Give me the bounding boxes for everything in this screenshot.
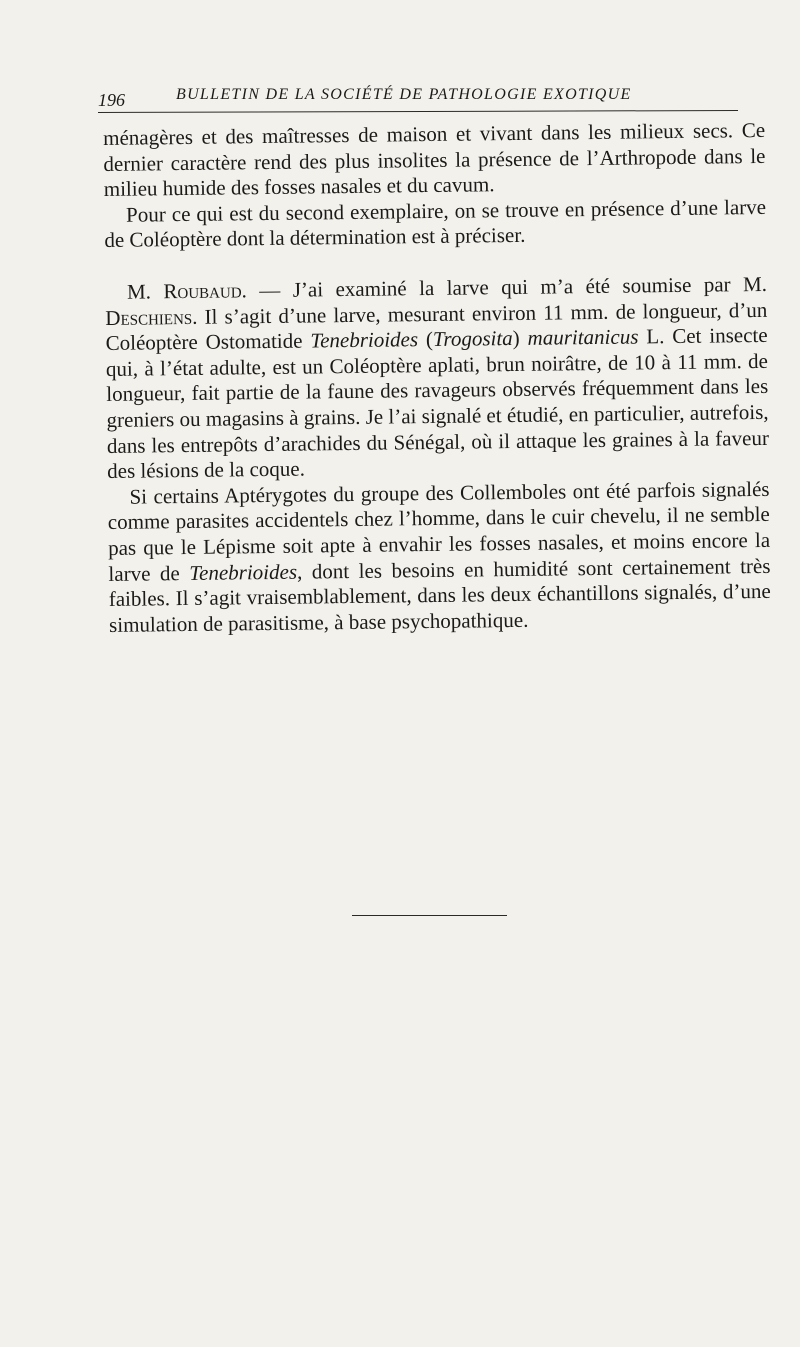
page-number: 196	[98, 90, 125, 110]
paragraph-conclusion	[107, 477, 771, 639]
taxon-name: Tenebrioides	[189, 559, 298, 585]
running-head: BULLETIN DE LA SOCIÉTÉ DE PATHOLOGIE EXOTIQUE	[176, 86, 632, 103]
text-run: L. Cet insecte qui, à l’état adulte, est un Coléoptère aplati, brun noirâtre, de 10 à 11 mm. de longueur, fait partie de la faune des ravageurs observés fréquemment dans les greniers ou magasins à grains. Je l’ai signalé et étudié, en particulier, autrefois, dans les entrepôts d’arachides du Sénégal, où il attaque les graines à la faveur des lésions de la coque.	[105, 323, 770, 484]
paragraph-roubaud	[105, 272, 769, 485]
page-header	[98, 82, 738, 110]
taxon-name: Tenebrioides	[310, 327, 419, 353]
section-end-rule	[352, 915, 507, 916]
text-run: Il s’agit d’une larve, mesurant environ 11 mm. de longueur, d’un Coléoptère Ostomatide	[105, 297, 768, 356]
paragraph-2: Pour ce qui est du second exemplaire, on se trouve en présence d’une larve de Coléoptère dont la détermination est à préciser.	[104, 194, 767, 253]
text-run: )	[512, 325, 528, 351]
text-run: (	[417, 327, 434, 352]
speaker-name: M. Roubaud.	[126, 278, 247, 304]
taxon-name: Trogosita	[432, 326, 513, 352]
text-run: — J’ai examiné la larve qui m’a été soumise par	[246, 272, 744, 303]
body-text	[103, 118, 771, 638]
header-rule	[98, 110, 738, 113]
taxon-name: mauritanicus	[527, 324, 639, 350]
paragraph-1: ménagères et des maîtresses de maison et vivant dans les milieux secs. Ce dernier caractère rend des plus insolites la présence de l’Arthropode dans le milieu humide des fosses nasales et du cavum.	[103, 117, 766, 202]
speaker-name: M. Deschiens.	[105, 271, 768, 330]
text-run: Si certains Aptérygotes du groupe des Collemboles ont été parfois signalés comme parasites accidentels chez l’homme, dans le cuir chevelu, il ne semble pas que le Lépisme soit apte à envahir les fosses nasales, et moins encore la larve de	[107, 476, 771, 586]
text-run: , dont les besoins en humidité sont certainement très faibles. Il s’agit vraisemblablement, dans les deux échantillons signalés, d’une simulation de parasitisme, à base psychopathique.	[108, 553, 771, 637]
